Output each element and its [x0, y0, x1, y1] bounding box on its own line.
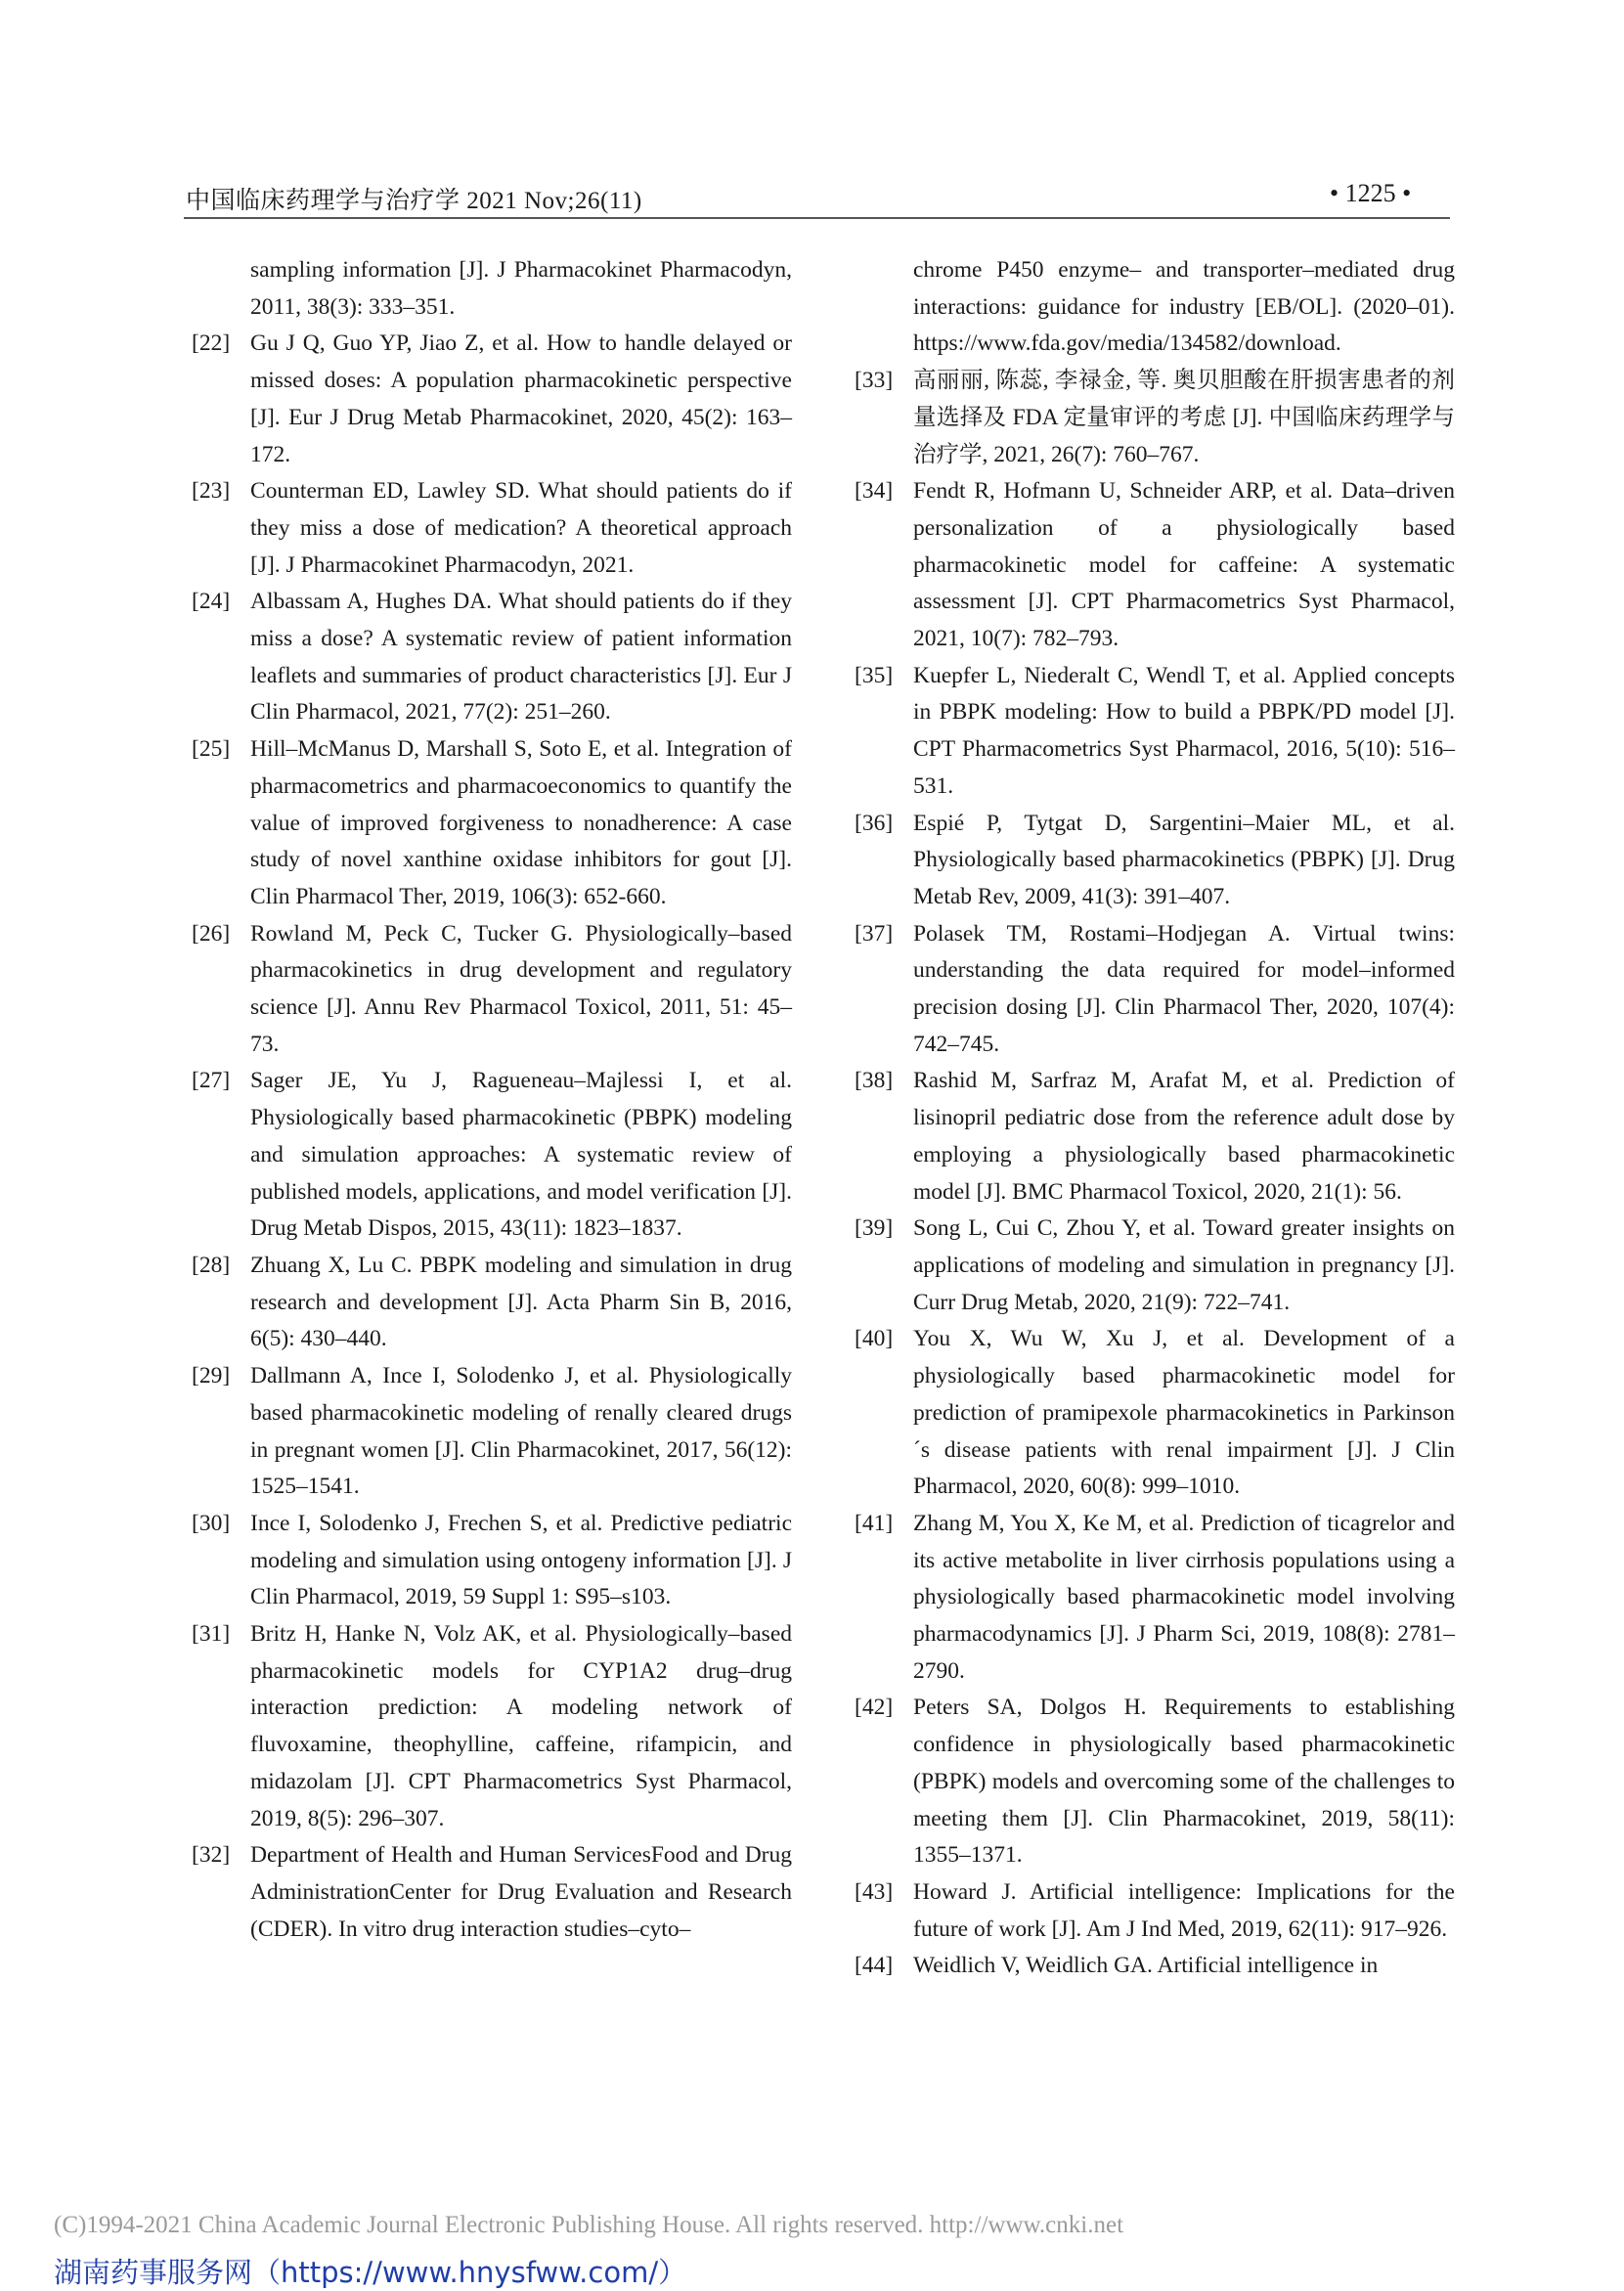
reference-number: [25] [192, 736, 231, 763]
reference-number: [41] [855, 1510, 894, 1536]
reference-text: Peters SA, Dolgos H. Requirements to establishing confidence in physiologically based pharmacokinetic (PBPK) models and overcoming some of the challenges to meeting them [J]. Clin Pharmacokinet, 2019, 58(11): 1355–1371. [913, 1695, 1455, 1869]
reference-continuation: sampling information [J]. J Pharmacokinet Pharmacodyn, 2011, 38(3): 333–351. [250, 257, 792, 320]
reference-item [186, 1616, 792, 1837]
reference-item [849, 1690, 1455, 1874]
reference-text: Song L, Cui C, Zhou Y, et al. Toward greater insights on applications of modeling and simulation in pregnancy [J]. Curr Drug Metab, 2020, 21(9): 722–741. [913, 1215, 1455, 1315]
left-column [186, 252, 792, 1948]
reference-text: Albassam A, Hughes DA. What should patients do if they miss a dose? A systematic review of patient information leaflets and summaries of product characteristics [J]. Eur J Clin Pharmacol, 2021, 77(2): 251–260. [250, 589, 792, 726]
reference-item [849, 658, 1455, 806]
reference-text: Hill–McManus D, Marshall S, Soto E, et al. Integration of pharmacometrics and pharmacoeconomics to quantify the value of improved forgiveness to nonadherence: A case study of novel xanthine oxidase inhibitors for gout [J]. Clin Pharmacol Ther, 2019, 106(3): 652-660. [250, 736, 792, 909]
reference-item [849, 1948, 1455, 1985]
reference-number: [23] [192, 478, 231, 505]
reference-item [186, 731, 792, 916]
right-column [849, 252, 1455, 1985]
reference-number: [28] [192, 1252, 231, 1278]
reference-number: [42] [855, 1695, 894, 1721]
reference-number: [29] [192, 1363, 231, 1389]
reference-item [849, 1211, 1455, 1321]
reference-number: [33] [855, 368, 894, 394]
reference-number: [38] [855, 1068, 894, 1094]
reference-text: Zhang M, You X, Ke M, et al. Prediction of ticagrelor and its active metabolite in liver cirrhosis populations using a physiologically based pharmacokinetic model involving pharmacodynamics [J]. J Pharm Sci, 2019, 108(8): 2781–2790. [913, 1510, 1455, 1684]
reference-text: Zhuang X, Lu C. PBPK modeling and simulation in drug research and development [J]. Acta Pharm Sin B, 2016, 6(5): 430–440. [250, 1252, 792, 1352]
reference-text: Gu J Q, Guo YP, Jiao Z, et al. How to handle delayed or missed doses: A population pharmacokinetic perspective [J]. Eur J Drug Metab Pharmacokinet, 2020, 45(2): 163–172. [250, 330, 792, 467]
reference-item [849, 1321, 1455, 1506]
reference-item [186, 916, 792, 1064]
reference-text: Sager JE, Yu J, Ragueneau–Majlessi I, et al. Physiologically based pharmacokinetic (PBPK) modeling and simulation approaches: A systematic review of published models, applications, and model verification [J]. Drug Metab Dispos, 2015, 43(11): 1823–1837. [250, 1068, 792, 1242]
reference-text: Fendt R, Hofmann U, Schneider ARP, et al. Data–driven personalization of a physiologically based pharmacokinetic model for caffeine: A systematic assessment [J]. CPT Pharmacometrics Syst Pharmacol, 2021, 10(7): 782–793. [913, 478, 1455, 652]
reference-item [186, 326, 792, 473]
reference-item [186, 1248, 792, 1358]
reference-item [849, 1874, 1455, 1948]
reference-number: [36] [855, 810, 894, 836]
reference-number: [40] [855, 1326, 894, 1352]
reference-item [849, 1506, 1455, 1691]
left-reference-list [186, 326, 792, 1948]
reference-text: Britz H, Hanke N, Volz AK, et al. Physiologically–based pharmacokinetic models for CYP1A2 drug–drug interaction prediction: A modeling network of fluvoxamine, theophylline, caffeine, rifampicin, and midazolam [J]. CPT Pharmacometrics Syst Pharmacol, 2019, 8(5): 296–307. [250, 1621, 792, 1831]
reference-item [849, 1063, 1455, 1211]
page-number: • 1225 • [1330, 179, 1412, 207]
reference-number: [37] [855, 920, 894, 947]
reference-text: 高丽丽, 陈蕊, 李禄金, 等. 奥贝胆酸在肝损害患者的剂量选择及 FDA 定量审评的考虑 [J]. 中国临床药理学与治疗学, 2021, 26(7): 760–767. [913, 368, 1455, 467]
reference-text: Howard J. Artificial intelligence: Implications for the future of work [J]. Am J Ind Med, 2019, 62(11): 917–926. [913, 1878, 1455, 1942]
reference-continuation: chrome P450 enzyme– and transporter–mediated drug interactions: guidance for industry [EB/OL]. (2020–01). https://www.fda.gov/media/134582/download. [913, 257, 1455, 357]
reference-item [849, 473, 1455, 658]
reference-text: Espié P, Tytgat D, Sargentini–Maier ML, et al. Physiologically based pharmacokinetics (PBPK) [J]. Drug Metab Rev, 2009, 41(3): 391–407. [913, 810, 1455, 909]
reference-number: [39] [855, 1215, 894, 1242]
reference-text: Weidlich V, Weidlich GA. Artificial intelligence in [913, 1953, 1379, 1979]
reference-item [186, 1358, 792, 1506]
reference-text: Polasek TM, Rostami–Hodjegan A. Virtual twins: understanding the data required for model–informed precision dosing [J]. Clin Pharmacol Ther, 2020, 107(4): 742–745. [913, 920, 1455, 1057]
reference-text: Counterman ED, Lawley SD. What should patients do if they miss a dose of medication? A theoretical approach [J]. J Pharmacokinet Pharmacodyn, 2021. [250, 478, 792, 578]
reference-number: [44] [855, 1953, 894, 1979]
reference-text: Rashid M, Sarfraz M, Arafat M, et al. Prediction of lisinopril pediatric dose from the reference adult dose by employing a physiologically based pharmacokinetic model [J]. BMC Pharmacol Toxicol, 2020, 21(1): 56. [913, 1068, 1455, 1205]
reference-number: [24] [192, 589, 231, 615]
reference-number: [27] [192, 1068, 231, 1094]
reference-item [849, 363, 1455, 473]
reference-item [186, 584, 792, 731]
website-watermark[interactable]: 湖南药事服务网（https://www.hnysfww.com/） [54, 2256, 687, 2289]
reference-item [849, 916, 1455, 1064]
reference-item [186, 1837, 792, 1948]
reference-text: Rowland M, Peck C, Tucker G. Physiologically–based pharmacokinetics in drug development and regulatory science [J]. Annu Rev Pharmacol Toxicol, 2011, 51: 45–73. [250, 920, 792, 1057]
reference-text: Ince I, Solodenko J, Frechen S, et al. Predictive pediatric modeling and simulation using ontogeny information [J]. J Clin Pharmacol, 2019, 59 Suppl 1: S95–s103. [250, 1510, 792, 1610]
reference-text: Dallmann A, Ince I, Solodenko J, et al. Physiologically based pharmacokinetic modeling of renally cleared drugs in pregnant women [J]. Clin Pharmacokinet, 2017, 56(12): 1525–1541. [250, 1363, 792, 1500]
header-rule [184, 217, 1450, 219]
reference-number: [34] [855, 478, 894, 505]
reference-number: [26] [192, 920, 231, 947]
reference-text: Department of Health and Human ServicesFood and Drug AdministrationCenter for Drug Evaluation and Research (CDER). In vitro drug interaction studies–cyto– [250, 1842, 792, 1942]
reference-number: [43] [855, 1878, 894, 1905]
reference-number: [30] [192, 1510, 231, 1536]
reference-item [849, 806, 1455, 916]
reference-text: Kuepfer L, Niederalt C, Wendl T, et al. Applied concepts in PBPK modeling: How to build a PBPK/PD model [J]. CPT Pharmacometrics Syst Pharmacol, 2016, 5(10): 516–531. [913, 662, 1455, 799]
journal-header: 中国临床药理学与治疗学 2021 Nov;26(11) [186, 188, 642, 214]
reference-item [186, 473, 792, 584]
reference-number: [35] [855, 662, 894, 688]
reference-item [186, 1063, 792, 1248]
reference-item [186, 1506, 792, 1616]
reference-number: [22] [192, 330, 231, 357]
right-reference-list [849, 363, 1455, 1985]
reference-number: [31] [192, 1621, 231, 1648]
reference-number: [32] [192, 1842, 231, 1869]
reference-text: You X, Wu W, Xu J, et al. Development of a physiologically based pharmacokinetic model for prediction of pramipexole pharmacokinetics in Parkinson´s disease patients with renal impairment [J]. J Clin Pharmacol, 2020, 60(8): 999–1010. [913, 1326, 1455, 1500]
copyright-notice: (C)1994-2021 China Academic Journal Electronic Publishing House. All rights reserved. http://www.cnki.net [54, 2212, 1124, 2238]
